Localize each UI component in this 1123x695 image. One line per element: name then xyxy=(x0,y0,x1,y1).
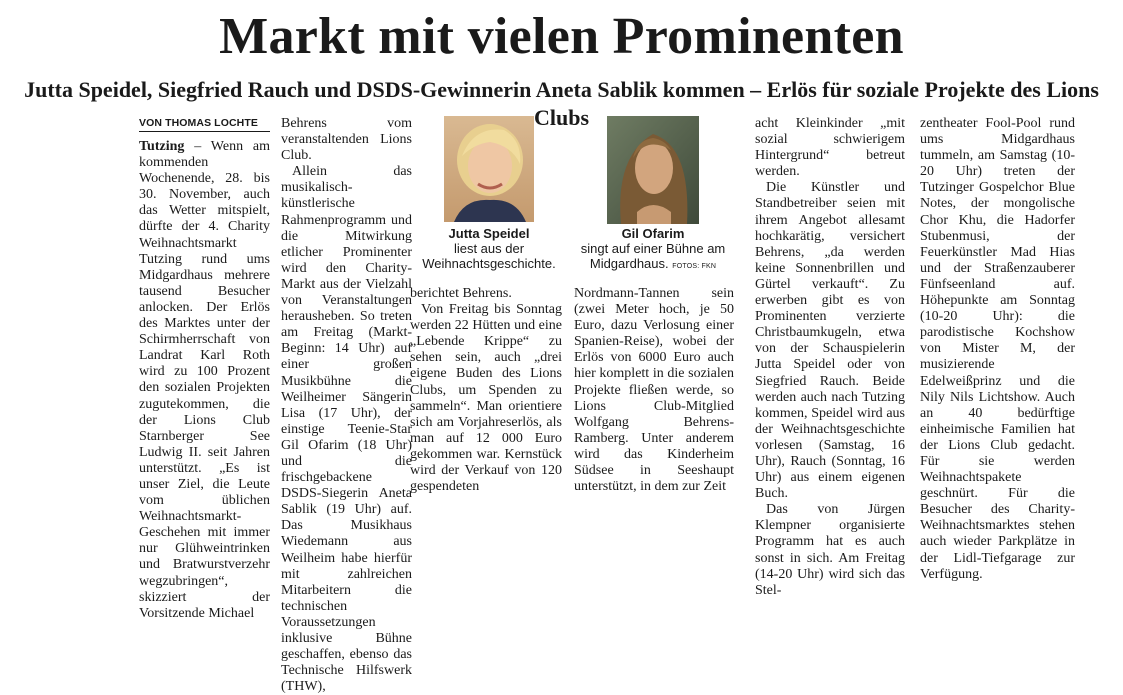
paragraph: Allein das musikalisch-künstlerische Rahmenprogramm und die Mitwirkung etlicher Prominenter wird den Charity-Markt aus der Vielzahl von Veranstaltungen herausheben. So treten am Freitag (Markt-Beginn: 14 Uhr) auf einer großen Musikbühne die Weilheimer Sängerin Lisa (17 Uhr), der einstige Teenie-Star Gil Ofarim (18 Uhr) und die frischgebackene DSDS-Siegerin Aneta Sablik (19 Uhr) auf. Das Musikhaus Wiedemann aus Weilheim habe hierfür mit zahlreichen Mitarbeitern die technischen Voraussetzungen inklusive Bühne geschaffen, ebenso das Technische Hilfswerk (THW), xyxy=(281,164,412,695)
article-column-4 xyxy=(574,286,734,495)
lead-paragraph xyxy=(139,139,270,622)
photo-gil-ofarim xyxy=(572,116,734,274)
photo-caption xyxy=(414,226,564,271)
lead-text: – Wenn am kommenden Wochenende, 28. bis 30. November, auch das Wetter mitspielt, dürfte der 4. Charity Weihnachtsmarkt Tutzing rund ums Midgardhaus mehrere tausend Besucher anlocken. Der Erlös des Marktes unter der Schirmherrschaft von Landrat Karl Roth wird zu 100 Prozent den sozialen Projekten zugutekommen, die der Lions Club Starnberger See Ludwig II. seit Jahren unterstützt. „Es ist unser Ziel, die Leute vom üblichen Weihnachtsmarkt-Geschehen mit immer nur Glühweintrinken und Bratwurstverzehr wegzubringen“, skizziert der Vorsitzende Michael xyxy=(139,139,270,621)
paragraph: Nordmann-Tannen sein (zwei Meter hoch, je 50 Euro, dazu Verlosung einer Spanien-Reise), wobei der Erlös von 6000 Euro auch hier komplett in die sozialen Projekte fließen werde, so Lions Club-Mitglied Wolfgang Behrens-Ramberg. Unter anderem wird das Kinderheim Südsee in Seeshaupt unterstützt, in dem zur Zeit xyxy=(574,286,734,495)
byline: VON THOMAS LOCHTE xyxy=(139,116,270,132)
paragraph: berichtet Behrens. xyxy=(410,286,512,301)
subheadline: Jutta Speidel, Siegfried Rauch und DSDS-Gewinnerin Aneta Sablik kommen – Erlös für soziale Projekte des Lions Clubs xyxy=(24,77,1099,130)
article-column-5 xyxy=(755,116,905,598)
article-column-1 xyxy=(139,116,270,621)
article-column-3 xyxy=(410,286,562,495)
photo-jutta-speidel xyxy=(414,116,564,271)
photo-caption-name: Gil Ofarim xyxy=(621,226,685,241)
paragraph: Die Künstler und Standbetreiber seien mit ihrem Angebot allesamt hochkarätig, versichert Behrens, „da werden keine Sonnenbrillen und Gürtel verkauft“. Zu erwerben gibt es von Prominenten verzierte Christbaumkugeln, etwa von der Schauspielerin Jutta Speidel oder von Siegfried Rauch. Beide werden auch nach Tutzing kommen, Speidel wird aus der Weihnachtsgeschichte vorlesen (Samstag, 16 Uhr), Rauch (Sonntag, 16 Uhr) aus einem eigenen Buch. xyxy=(755,180,905,502)
photo-credit: FOTOS: FKN xyxy=(672,263,717,270)
photo-caption-name: Jutta Speidel xyxy=(448,226,530,241)
photo-caption-text: singt auf einer Bühne am Midgardhaus. xyxy=(580,241,726,271)
portrait-photo-blonde-woman-icon xyxy=(444,116,534,222)
photo-caption xyxy=(572,226,734,274)
paragraph: Behrens vom veranstaltenden Lions Club. xyxy=(281,116,412,164)
paragraph: Das von Jürgen Klempner organisierte Programm hat es auch sonst in sich. Am Freitag (14-20 Uhr) wird sich das Stel- xyxy=(755,502,905,598)
headline: Markt mit vielen Prominenten xyxy=(219,8,904,65)
portrait-photo-long-haired-man-icon xyxy=(607,116,699,224)
paragraph: Von Freitag bis Sonntag werden 22 Hütten und eine „Lebende Krippe“ zu sehen sein, auch „drei eigene Buden des Lions Clubs, um Spenden zu sammeln“. Man orientiere sich am Vorjahreserlös, als man auf 12 000 Euro gekommen war. Kernstück wird der Verkauf von 120 gespendeten xyxy=(410,302,562,495)
paragraph: acht Kleinkinder „mit sozial schwierigem Hintergrund“ betreut werden. xyxy=(755,116,905,180)
dateline: Tutzing xyxy=(139,139,185,154)
paragraph: zentheater Fool-Pool rund ums Midgardhaus tummeln, am Samstag (10-20 Uhr) treten der Tutzinger Gospelchor Blue Notes, der mongolische Chor Khu, die Hadorfer Stubenmusi, der Feuerkünstler Mad Hias und der Straßenzauberer Fünfseenland auf. Höhepunkte am Sonntag (10-20 Uhr): die parodistische Kochshow von Mister M, der musizierende Edelweißprinz und die Nily Nils Lichtshow. Auch an 40 bedürftige einheimische Familien hat der Lions Club gedacht. Für sie werden Weihnachtspakete geschnürt. Für die Besucher des Charity-Weihnachtsmarktes stehen auch wieder Parkplätze in der Lidl-Tiefgarage zur Verfügung. xyxy=(920,116,1075,582)
article-column-6 xyxy=(920,116,1075,582)
article-column-2 xyxy=(281,116,412,695)
photo-caption-text: liest aus der Weihnachtsgeschichte. xyxy=(422,241,556,271)
